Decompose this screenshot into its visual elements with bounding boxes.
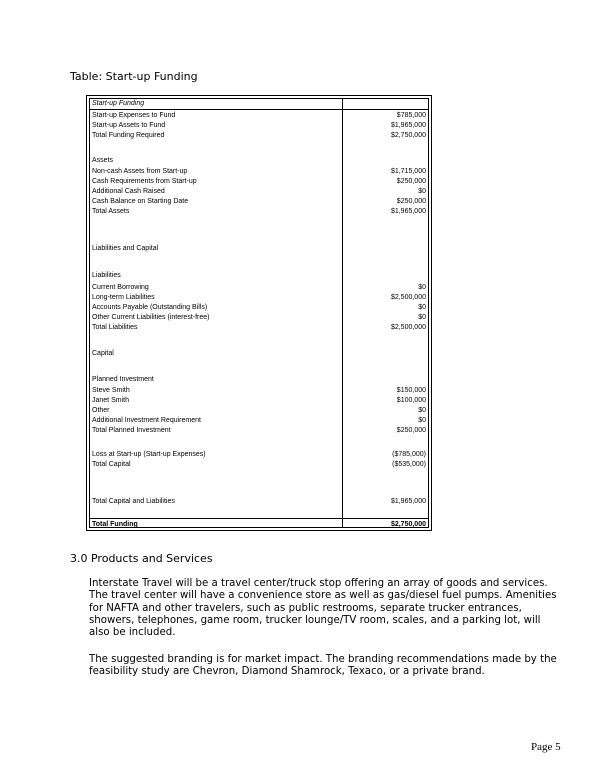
row-value: $1,965,000 <box>390 122 426 129</box>
row-value: $2,500,000 <box>390 294 426 301</box>
table-row <box>90 177 428 187</box>
row-value: $0 <box>418 304 426 311</box>
table-row <box>90 167 428 177</box>
table-title: Table: Start-up Funding <box>70 70 198 83</box>
row-label: Total Assets <box>92 208 130 215</box>
row-label: Assets <box>92 157 114 164</box>
table-row <box>90 460 428 470</box>
row-value: ($785,000) <box>392 451 426 458</box>
row-label: Total Capital <box>92 461 131 468</box>
row-value: $0 <box>418 417 426 424</box>
row-label: Additional Cash Raised <box>92 188 165 195</box>
table-row <box>90 293 428 303</box>
row-label: Other <box>92 407 110 414</box>
table-row <box>90 271 428 281</box>
table-row <box>90 197 428 207</box>
table-row <box>90 156 428 166</box>
table-row <box>90 283 428 293</box>
row-label: Cash Requirements from Start-up <box>92 178 197 185</box>
row-label: Long-term Liabilities <box>92 294 155 301</box>
table-row <box>90 207 428 217</box>
row-value: $1,715,000 <box>390 168 426 175</box>
table-row <box>90 244 428 254</box>
row-label: Current Borrowing <box>92 284 149 291</box>
table-row <box>90 131 428 141</box>
row-value: $100,000 <box>396 397 426 404</box>
table-row <box>90 406 428 416</box>
table-header-label: Start-up Funding <box>92 100 145 107</box>
table-row <box>90 323 428 333</box>
row-value: ($535,000) <box>392 461 426 468</box>
row-label: Accounts Payable (Outstanding Bills) <box>92 304 208 311</box>
table-row <box>90 111 428 121</box>
row-value: $785,000 <box>396 112 426 119</box>
row-label: Planned Investment <box>92 376 154 383</box>
total-funding-row <box>90 520 428 530</box>
row-value: $0 <box>418 407 426 414</box>
page-number: Page 5 <box>531 741 561 753</box>
row-label: Total Liabilities <box>92 324 138 331</box>
table-row <box>90 497 428 507</box>
row-label: Total Funding <box>92 521 138 528</box>
row-label: Total Funding Required <box>92 132 165 139</box>
table-row <box>90 396 428 406</box>
table-inner-frame <box>89 98 429 528</box>
row-label: Other Current Liabilities (interest-free) <box>92 314 210 321</box>
row-value: $2,500,000 <box>390 324 426 331</box>
row-label: Janet Smith <box>92 397 129 404</box>
row-value: $150,000 <box>396 387 426 394</box>
row-label: Capital <box>92 350 114 357</box>
row-value: $0 <box>418 314 426 321</box>
total-funding-divider <box>90 518 428 519</box>
table-row <box>90 375 428 385</box>
row-label: Start-up Assets to Fund <box>92 122 166 129</box>
row-label: Liabilities and Capital <box>92 245 159 252</box>
row-value: $1,965,000 <box>390 498 426 505</box>
row-value: $0 <box>418 284 426 291</box>
table-header-row <box>90 99 428 109</box>
section-heading: 3.0 Products and Services <box>70 552 213 565</box>
table-row <box>90 416 428 426</box>
row-value: $2,750,000 <box>390 521 426 528</box>
row-label: Cash Balance on Starting Date <box>92 198 189 205</box>
row-value: $250,000 <box>396 427 426 434</box>
row-label: Additional Investment Requirement <box>92 417 201 424</box>
row-label: Total Planned Investment <box>92 427 171 434</box>
table-row <box>90 187 428 197</box>
table-row <box>90 426 428 436</box>
paragraph: The suggested branding is for market impact. The branding recommendations made by the feasibility study are Chevron, Diamond Shamrock, Texaco, or a private brand. <box>89 654 557 678</box>
row-label: Liabilities <box>92 272 121 279</box>
table-row <box>90 303 428 313</box>
table-row <box>90 450 428 460</box>
row-value: $250,000 <box>396 198 426 205</box>
row-label: Loss at Start-up (Start-up Expenses) <box>92 451 206 458</box>
row-value: $0 <box>418 188 426 195</box>
table-row <box>90 313 428 323</box>
row-value: $250,000 <box>396 178 426 185</box>
header-divider <box>90 109 428 110</box>
startup-funding-table <box>86 95 432 531</box>
table-row <box>90 121 428 131</box>
row-label: Non-cash Assets from Start-up <box>92 168 188 175</box>
row-value: $1,965,000 <box>390 208 426 215</box>
table-row <box>90 349 428 359</box>
row-value: $2,750,000 <box>390 132 426 139</box>
row-label: Steve Smith <box>92 387 130 394</box>
paragraph: Interstate Travel will be a travel center/truck stop offering an array of goods and services. The travel center will have a convenience store as well as gas/diesel fuel pumps. Amenities for NAFTA and other travelers, such as public restrooms, separate trucker entrances, showers, telephones, game room, trucker lounge/TV room, scales, and a parking lot, will also be included. <box>89 578 557 639</box>
row-label: Start-up Expenses to Fund <box>92 112 176 119</box>
row-label: Total Capital and Liabilities <box>92 498 175 505</box>
table-row <box>90 386 428 396</box>
